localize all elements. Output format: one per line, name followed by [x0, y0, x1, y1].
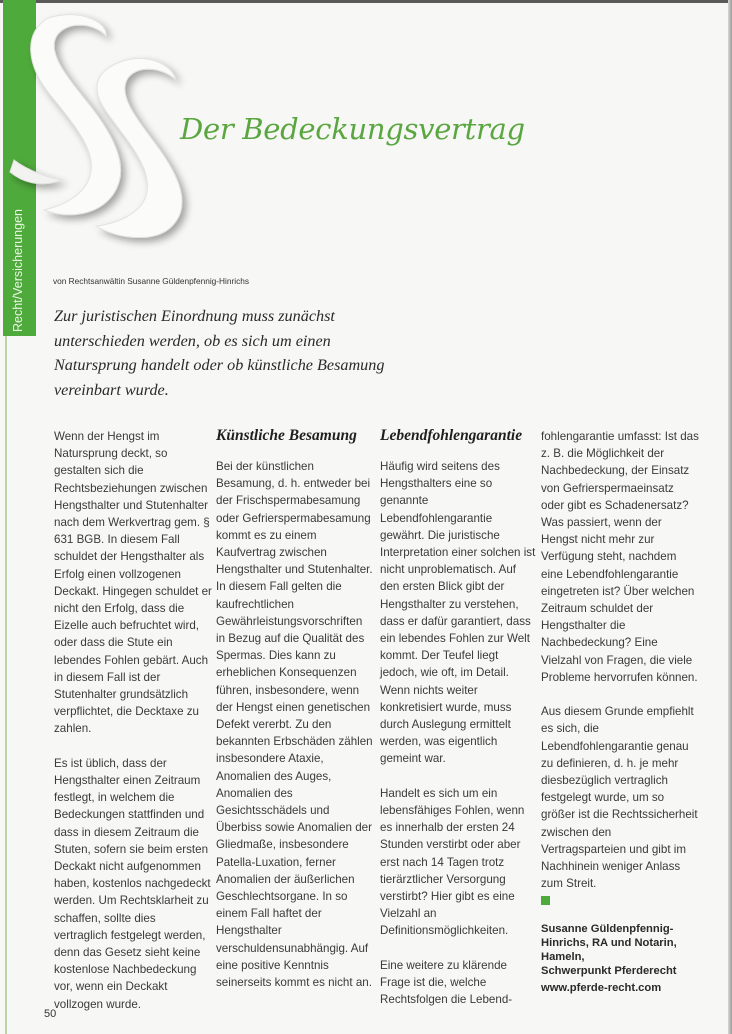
- column-4: [541, 428, 699, 995]
- page-number: 50: [44, 1008, 57, 1020]
- section-rule: [5, 336, 7, 1034]
- column-3: [380, 428, 538, 1026]
- paragraph: Handelt es sich um ein lebensfähiges Fohlen, wenn es innerhalb der ersten 24 Stunden verstirbt oder aber erst nach 14 Tagen trotz tierärztlicher Versorgung verstirbt? Hier gibt es eine Vielzahl an Definitionsmöglichkeiten.: [380, 786, 525, 938]
- article-intro: Zur juristischen Einordnung muss zunächst unterschieden werden, ob es sich um einen Natursprung handelt oder ob künstliche Besamung vereinbart wurde.: [54, 307, 385, 399]
- author-line: Hameln,: [541, 951, 585, 964]
- section-heading-lebendfohlengarantie: Lebendfohlengarantie: [380, 427, 523, 444]
- paragraph: Häufig wird seitens des Hengsthalters eine so genannte Lebendfohlengarantie gewährt. Die juristische Interpretation einer solchen ist nicht unproblematisch. Auf den ersten Blick gibt der Hengsthalter zu verstehen, dass er dafür garantiert, dass ein lebendes Fohlen zur Welt kommt. Der Teufel liegt jedoch, wie oft, im Detail. Wenn nichts weiter konkretisiert wurde, muss durch Auslegung ermittelt werden, was eigentlich gemeint war.: [380, 460, 536, 766]
- article-title: Der Bedeckungsvertrag: [180, 112, 525, 146]
- paragraph: Bei der künstlichen Besamung, d. h. entweder bei der Frischspermabesamung oder Gefrierspermabesamung kommt es zu einem Kaufvertrag zwischen Hengsthalter und Stutenhalter. In diesem Fall gelten die kaufrechtlichen Gewährleistungsvorschriften in Bezug auf die Qualität des Spermas. Dies kann zu erheblichen Konsequenzen führen, insbesondere, wenn der Hengst einen genetischen Defekt vererbt. Zu den bekannten Erbschäden zählen insbesondere Ataxie, Anomalien des Auges, Anomalien des Gesichtsschädels und Überbiss sowie Anomalien der Gliedmaße, insbesondere Patella-Luxation, ferner Anomalien der äußerlichen Geschlechtsorgane. In so einem Fall haftet der Hengsthalter verschuldensunabhängig. Auf eine positive Kenntnis seinerseits kommt es nicht an.: [216, 460, 373, 990]
- author-line: Susanne Güldenpfennig-: [541, 923, 674, 936]
- column-1: [54, 428, 212, 1030]
- section-label: Recht/Versicherungen: [11, 209, 25, 332]
- author-line: Hinrichs, RA und Notarin,: [541, 937, 677, 950]
- column-2: [216, 428, 374, 1008]
- author-website-link[interactable]: www.pferde-recht.com: [541, 982, 662, 995]
- paragraph: fohlengarantie umfasst: Ist das z. B. die Möglichkeit der Nachbedeckung, der Einsatz von Gefrierspermaeinsatz oder gibt es Schadenersatz? Was passiert, wenn der Hengst nicht mehr zur Verfügung steht, nachdem eine Lebendfohlengarantie eingetreten ist? Über welchen Zeitraum schuldet der Hengsthalter die Nachbedeckung? Eine Vielzahl von Fragen, die viele Probleme hervorrufen können.: [541, 430, 699, 684]
- author-line: Schwerpunkt Pferderecht: [541, 965, 677, 978]
- paragraph: Aus diesem Grunde empfiehlt es sich, die Lebendfohlengarantie genau zu definieren, d. h. je mehr diesbezüglich vertraglich festgelegt wurde, um so größer ist die Rechtssicherheit zwischen den Vertragsparteien und gibt im Nachhinein weniger Anlass zum Streit.: [541, 705, 698, 891]
- paragraph: Es ist üblich, dass der Hengsthalter einen Zeitraum festlegt, in welchem die Bedeckungen stattfinden und dass in diesem Zeitraum die Stuten, sofern sie beim ersten Deckakt nicht aufgenommen haben, kostenlos nachgedeckt werden. Um Rechtsklarheit zu schaffen, sollte dies vertraglich festgelegt werden, denn das Gesetz sieht keine kostenlose Nachbedeckung vor, wenn ein Deckakt vollzogen wurde.: [54, 756, 211, 1011]
- page-right-edge: [728, 0, 732, 1034]
- paragraph: Eine weitere zu klärende Frage ist die, welche Rechtsfolgen die Lebend-: [380, 958, 513, 1007]
- author-box: [541, 922, 699, 995]
- section-heading-kuenstliche-besamung: Künstliche Besamung: [216, 427, 357, 444]
- paragraph: Wenn der Hengst im Natursprung deckt, so gestalten sich die Rechtsbeziehungen zwischen Hengsthalter und Stutenhalter nach dem Werkvertrag gem. § 631 BGB. In diesem Fall schuldet der Hengsthalter als Erfolg einen vollzogenen Deckakt. Hingegen schuldet er nicht den Erfolg, dass die Eizelle auch befruchtet wird, oder dass die Stute ein lebendes Fohlen gebärt. Auch in diesem Fall ist der Stutenhalter grundsätzlich verpflichtet, die Decktaxe zu zahlen.: [54, 430, 212, 736]
- byline: von Rechtsanwältin Susanne Güldenpfennig-Hinrichs: [53, 276, 250, 286]
- article-end-mark-icon: [541, 896, 550, 905]
